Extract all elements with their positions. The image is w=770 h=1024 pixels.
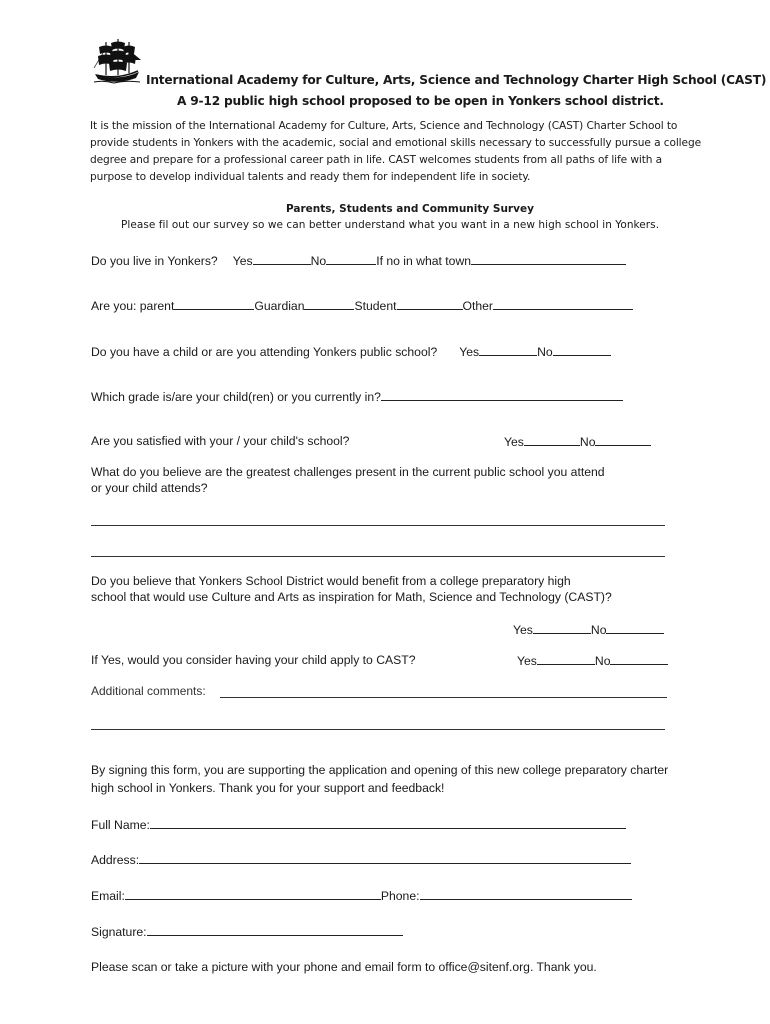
student-answer-blank[interactable] <box>397 298 463 310</box>
town-answer-blank[interactable] <box>471 253 626 265</box>
yes-label: Yes <box>513 623 533 637</box>
yes-label: Yes <box>504 435 524 449</box>
question-satisfied <box>91 434 349 448</box>
yes-answer-blank[interactable] <box>533 622 591 634</box>
question-live-in-yonkers <box>91 253 626 268</box>
phone-input[interactable] <box>420 888 632 900</box>
ship-icon <box>92 38 142 86</box>
satisfied-answer <box>504 434 651 449</box>
no-label: No <box>590 623 607 637</box>
mission-statement <box>90 118 730 186</box>
no-answer-blank[interactable] <box>553 344 611 356</box>
question-apply <box>91 653 416 667</box>
comments-label: Additional comments: <box>91 684 206 698</box>
signing-statement-line1: By signing this form, you are supporting the application and opening of this new college preparatory charter <box>91 763 669 777</box>
challenges-answer-line[interactable] <box>91 556 665 557</box>
parent-answer-blank[interactable] <box>174 298 254 310</box>
yes-answer-blank[interactable] <box>537 653 595 665</box>
mission-line: It is the mission of the International Academy for Culture, Arts, Science and Technology (CAST) Charter School to <box>90 120 678 132</box>
signature-label: Signature: <box>91 925 147 939</box>
ship-logo <box>92 38 142 86</box>
no-answer-blank[interactable] <box>606 622 664 634</box>
question-text: Are you satisfied with your / your child's school? <box>91 434 350 448</box>
grade-answer-blank[interactable] <box>381 389 623 401</box>
no-answer-blank[interactable] <box>595 434 651 446</box>
no-answer-blank[interactable] <box>326 253 376 265</box>
no-label: No <box>579 435 596 449</box>
mission-line: provide students in Yonkers with the academic, social and emotional skills necessary to successfully pursue a college <box>90 137 701 149</box>
school-title: International Academy for Culture, Arts, Science and Technology Charter High School (CAST) <box>146 73 767 87</box>
question-text: Do you live in Yonkers? <box>91 254 218 268</box>
comments-answer-line[interactable] <box>91 729 665 730</box>
question-text: Do you have a child or are you attending Yonkers public school? <box>91 345 438 359</box>
additional-comments <box>91 684 206 698</box>
survey-instructions: Please fil out our survey so we can better understand what you want in a new high school in Yonkers. <box>121 219 660 231</box>
no-label: No <box>537 345 553 359</box>
mission-line: degree and prepare for a professional career path in life. CAST welcomes students from all paths of life with a <box>90 154 663 166</box>
comments-answer-line[interactable] <box>220 697 667 698</box>
signing-statement-line2: high school in Yonkers. Thank you for your support and feedback! <box>91 781 445 795</box>
question-benefit-line2: school that would use Culture and Arts as inspiration for Math, Science and Technology (CAST)? <box>91 590 612 604</box>
other-answer-blank[interactable] <box>493 298 633 310</box>
signature-input[interactable] <box>147 924 403 936</box>
question-challenges-line2: or your child attends? <box>91 481 208 495</box>
apply-answer <box>517 653 668 668</box>
question-grade <box>91 389 623 404</box>
student-label: Student <box>354 299 397 313</box>
question-text: Which grade is/are your child(ren) or you currently in? <box>91 390 381 404</box>
signature-field <box>91 924 403 939</box>
email-phone-field <box>91 888 632 903</box>
full-name-label: Full Name: <box>91 818 150 832</box>
address-input[interactable] <box>139 852 631 864</box>
question-challenges-line1: What do you believe are the greatest challenges present in the current public school you attend <box>91 465 605 479</box>
full-name-field <box>91 817 626 832</box>
yes-answer-blank[interactable] <box>479 344 537 356</box>
mission-line: purpose to develop individual talents and ready them for independent life in society. <box>90 171 531 183</box>
yes-label: Yes <box>517 654 537 668</box>
question-benefit-line1: Do you believe that Yonkers School District would benefit from a college preparatory high <box>91 574 571 588</box>
question-text: Are you: parent <box>91 299 175 313</box>
email-label: Email: <box>91 889 125 903</box>
no-label: No <box>594 654 611 668</box>
email-input[interactable] <box>125 888 381 900</box>
question-attending-yonkers <box>91 344 611 359</box>
address-field <box>91 852 631 867</box>
question-text: If Yes, would you consider having your child apply to CAST? <box>91 653 416 667</box>
full-name-input[interactable] <box>150 817 626 829</box>
question-role <box>91 298 633 313</box>
challenges-answer-line[interactable] <box>91 525 665 526</box>
footer-instructions: Please scan or take a picture with your phone and email form to office@sitenf.org. Thank you. <box>91 960 597 974</box>
yes-answer-blank[interactable] <box>253 253 311 265</box>
guardian-label: Guardian <box>254 299 305 313</box>
other-label: Other <box>462 299 493 313</box>
address-label: Address: <box>91 853 140 867</box>
school-subtitle: A 9-12 public high school proposed to be open in Yonkers school district. <box>177 94 664 108</box>
town-label: If no in what town <box>376 254 472 268</box>
no-label: No <box>310 254 327 268</box>
no-answer-blank[interactable] <box>610 653 668 665</box>
guardian-answer-blank[interactable] <box>304 298 354 310</box>
phone-label: Phone: <box>380 889 420 903</box>
yes-label: Yes <box>459 345 480 359</box>
yes-answer-blank[interactable] <box>524 434 580 446</box>
survey-title: Parents, Students and Community Survey <box>286 203 534 215</box>
yes-label: Yes <box>232 254 253 268</box>
benefit-answer <box>513 622 664 637</box>
